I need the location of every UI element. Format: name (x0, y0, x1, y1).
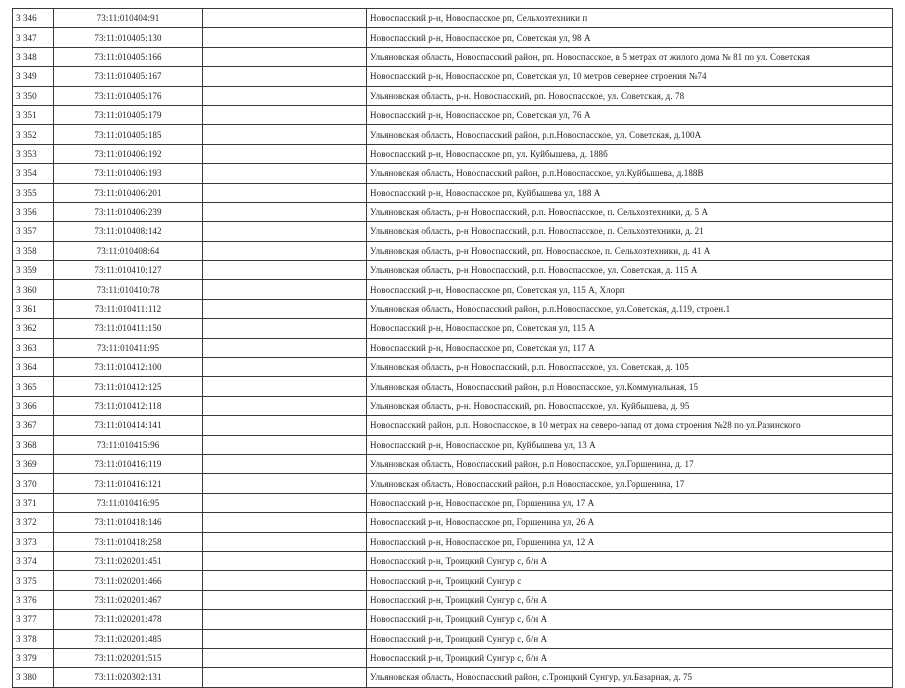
cadastral-number-cell: 73:11:020201:466 (54, 571, 203, 590)
cadastral-number-cell: 73:11:010415:96 (54, 435, 203, 454)
document-page (12, 8, 893, 688)
table-row (13, 648, 893, 667)
empty-cell (203, 435, 367, 454)
table-row (13, 28, 893, 47)
address-cell: Ульяновская область, р-н Новоспасский, р.п. Новоспасское, п. Сельхозтехники, д. 5 А (367, 202, 893, 221)
empty-cell (203, 144, 367, 163)
address-cell: Новоспасский р-н, Новоспасское рп, Советская ул, 115 А, Хлорп (367, 280, 893, 299)
address-cell: Ульяновская область, р-н Новоспасский, р.п. Новоспасское, п. Сельхозтехники, д. 21 (367, 222, 893, 241)
table-row (13, 629, 893, 648)
row-number-cell: 3 348 (13, 47, 54, 66)
table-row (13, 183, 893, 202)
table-row (13, 280, 893, 299)
empty-cell (203, 67, 367, 86)
cadastral-number-cell: 73:11:020201:485 (54, 629, 203, 648)
row-number-cell: 3 364 (13, 358, 54, 377)
cadastral-number-cell: 73:11:020302:131 (54, 668, 203, 687)
cadastral-number-cell: 73:11:010405:185 (54, 125, 203, 144)
table-row (13, 610, 893, 629)
empty-cell (203, 261, 367, 280)
row-number-cell: 3 365 (13, 377, 54, 396)
row-number-cell: 3 354 (13, 164, 54, 183)
row-number-cell: 3 361 (13, 299, 54, 318)
address-cell: Ульяновская область, Новоспасский район, р.п Новоспасское, ул.Горшенина, 17 (367, 474, 893, 493)
row-number-cell: 3 368 (13, 435, 54, 454)
empty-cell (203, 319, 367, 338)
empty-cell (203, 299, 367, 318)
table-row (13, 396, 893, 415)
cadastral-number-cell: 73:11:010410:78 (54, 280, 203, 299)
table-row (13, 668, 893, 687)
empty-cell (203, 416, 367, 435)
address-cell: Ульяновская область, Новоспасский район, р.п.Новоспасское, ул.Куйбышева, д.188В (367, 164, 893, 183)
address-cell: Новоспасский р-н, Троицкий Сунгур с, б/н А (367, 629, 893, 648)
cadastral-number-cell: 73:11:010412:125 (54, 377, 203, 396)
address-cell: Ульяновская область, Новоспасский район, рп. Новоспасское, в 5 метрах от жилого дома № 81 по ул. Советская (367, 47, 893, 66)
cadastral-number-cell: 73:11:010405:167 (54, 67, 203, 86)
empty-cell (203, 668, 367, 687)
property-registry-table (12, 8, 893, 688)
empty-cell (203, 9, 367, 28)
row-number-cell: 3 356 (13, 202, 54, 221)
address-cell: Ульяновская область, Новоспасский район, р.п Новоспасское, ул.Коммунальная, 15 (367, 377, 893, 396)
address-cell: Новоспасский р-н, Новоспасское рп, Советская ул, 76 А (367, 105, 893, 124)
empty-cell (203, 241, 367, 260)
empty-cell (203, 474, 367, 493)
table-row (13, 358, 893, 377)
empty-cell (203, 125, 367, 144)
table-row (13, 144, 893, 163)
address-cell: Ульяновская область, р-н. Новоспасский, рп. Новоспасское, ул. Куйбышева, д. 95 (367, 396, 893, 415)
cadastral-number-cell: 73:11:010410:127 (54, 261, 203, 280)
cadastral-number-cell: 73:11:010416:95 (54, 493, 203, 512)
empty-cell (203, 358, 367, 377)
address-cell: Новоспасский р-н, Новоспасское рп, Горшенина ул, 12 А (367, 532, 893, 551)
table-row (13, 338, 893, 357)
row-number-cell: 3 359 (13, 261, 54, 280)
cadastral-number-cell: 73:11:010406:239 (54, 202, 203, 221)
row-number-cell: 3 372 (13, 513, 54, 532)
row-number-cell: 3 353 (13, 144, 54, 163)
cadastral-number-cell: 73:11:010404:91 (54, 9, 203, 28)
empty-cell (203, 610, 367, 629)
table-row (13, 513, 893, 532)
table-row (13, 261, 893, 280)
empty-cell (203, 377, 367, 396)
cadastral-number-cell: 73:11:010406:192 (54, 144, 203, 163)
cadastral-number-cell: 73:11:010418:258 (54, 532, 203, 551)
table-row (13, 493, 893, 512)
address-cell: Новоспасский р-н, Новоспасское рп, Горшенина ул, 26 А (367, 513, 893, 532)
address-cell: Новоспасский р-н, Троицкий Сунгур с, б/н А (367, 551, 893, 570)
cadastral-number-cell: 73:11:010416:119 (54, 454, 203, 473)
cadastral-number-cell: 73:11:010418:146 (54, 513, 203, 532)
empty-cell (203, 590, 367, 609)
row-number-cell: 3 367 (13, 416, 54, 435)
address-cell: Новоспасский р-н, Троицкий Сунгур с, б/н А (367, 610, 893, 629)
row-number-cell: 3 378 (13, 629, 54, 648)
row-number-cell: 3 369 (13, 454, 54, 473)
empty-cell (203, 629, 367, 648)
cadastral-number-cell: 73:11:010416:121 (54, 474, 203, 493)
address-cell: Ульяновская область, Новоспасский район, р.п.Новоспасское, ул. Советская, д.100А (367, 125, 893, 144)
table-row (13, 86, 893, 105)
cadastral-number-cell: 73:11:010412:100 (54, 358, 203, 377)
table-row (13, 532, 893, 551)
registry-table-body (13, 9, 893, 688)
table-row (13, 125, 893, 144)
table-row (13, 551, 893, 570)
row-number-cell: 3 358 (13, 241, 54, 260)
cadastral-number-cell: 73:11:010411:95 (54, 338, 203, 357)
table-row (13, 105, 893, 124)
empty-cell (203, 183, 367, 202)
cadastral-number-cell: 73:11:020201:478 (54, 610, 203, 629)
address-cell: Новоспасский р-н, Новоспасское рп, Сельхозтехники п (367, 9, 893, 28)
empty-cell (203, 493, 367, 512)
row-number-cell: 3 360 (13, 280, 54, 299)
row-number-cell: 3 352 (13, 125, 54, 144)
row-number-cell: 3 346 (13, 9, 54, 28)
table-row (13, 47, 893, 66)
row-number-cell: 3 370 (13, 474, 54, 493)
address-cell: Новоспасский р-н, Новоспасское рп, Куйбышева ул, 188 А (367, 183, 893, 202)
address-cell: Ульяновская область, р-н Новоспасский, рп. Новоспасское, п. Сельхозтехники, д. 41 А (367, 241, 893, 260)
empty-cell (203, 338, 367, 357)
cadastral-number-cell: 73:11:010405:166 (54, 47, 203, 66)
address-cell: Новоспасский р-н, Новоспасское рп, Советская ул, 117 А (367, 338, 893, 357)
table-row (13, 416, 893, 435)
row-number-cell: 3 379 (13, 648, 54, 667)
row-number-cell: 3 374 (13, 551, 54, 570)
cadastral-number-cell: 73:11:010406:193 (54, 164, 203, 183)
row-number-cell: 3 350 (13, 86, 54, 105)
table-row (13, 454, 893, 473)
table-row (13, 435, 893, 454)
cadastral-number-cell: 73:11:010405:176 (54, 86, 203, 105)
address-cell: Ульяновская область, р-н. Новоспасский, рп. Новоспасское, ул. Советская, д. 78 (367, 86, 893, 105)
table-row (13, 377, 893, 396)
empty-cell (203, 532, 367, 551)
address-cell: Ульяновская область, Новоспасский район, с.Троицкий Сунгур, ул.Базарная, д. 75 (367, 668, 893, 687)
empty-cell (203, 513, 367, 532)
row-number-cell: 3 347 (13, 28, 54, 47)
empty-cell (203, 571, 367, 590)
empty-cell (203, 28, 367, 47)
table-row (13, 590, 893, 609)
address-cell: Новоспасский район, р.п. Новоспасское, в 10 метрах на северо-запад от дома строения №28 по ул.Разинского (367, 416, 893, 435)
cadastral-number-cell: 73:11:010408:142 (54, 222, 203, 241)
cadastral-number-cell: 73:11:010406:201 (54, 183, 203, 202)
table-row (13, 164, 893, 183)
row-number-cell: 3 366 (13, 396, 54, 415)
empty-cell (203, 86, 367, 105)
row-number-cell: 3 363 (13, 338, 54, 357)
row-number-cell: 3 362 (13, 319, 54, 338)
empty-cell (203, 454, 367, 473)
address-cell: Новоспасский р-н, Троицкий Сунгур с, б/н А (367, 590, 893, 609)
address-cell: Ульяновская область, Новоспасский район, р.п.Новоспасское, ул.Советская, д.119, строен.1 (367, 299, 893, 318)
address-cell: Новоспасский р-н, Новоспасское рп, ул. Куйбышева, д. 188б (367, 144, 893, 163)
table-row (13, 299, 893, 318)
cadastral-number-cell: 73:11:020201:515 (54, 648, 203, 667)
cadastral-number-cell: 73:11:010412:118 (54, 396, 203, 415)
empty-cell (203, 280, 367, 299)
empty-cell (203, 164, 367, 183)
row-number-cell: 3 351 (13, 105, 54, 124)
table-row (13, 222, 893, 241)
empty-cell (203, 648, 367, 667)
empty-cell (203, 551, 367, 570)
row-number-cell: 3 371 (13, 493, 54, 512)
table-row (13, 202, 893, 221)
cadastral-number-cell: 73:11:010411:150 (54, 319, 203, 338)
address-cell: Новоспасский р-н, Новоспасское рп, Советская ул, 10 метров севернее строения №74 (367, 67, 893, 86)
table-row (13, 67, 893, 86)
row-number-cell: 3 349 (13, 67, 54, 86)
address-cell: Новоспасский р-н, Новоспасское рп, Горшенина ул, 17 А (367, 493, 893, 512)
address-cell: Ульяновская область, Новоспасский район, р.п Новоспасское, ул.Горшенина, д. 17 (367, 454, 893, 473)
cadastral-number-cell: 73:11:020201:467 (54, 590, 203, 609)
table-row (13, 571, 893, 590)
address-cell: Новоспасский р-н, Новоспасское рп, Куйбышева ул, 13 А (367, 435, 893, 454)
cadastral-number-cell: 73:11:010411:112 (54, 299, 203, 318)
row-number-cell: 3 376 (13, 590, 54, 609)
address-cell: Ульяновская область, р-н Новоспасский, р.п. Новоспасское, ул. Советская, д. 115 А (367, 261, 893, 280)
address-cell: Новоспасский р-н, Новоспасское рп, Советская ул, 115 А (367, 319, 893, 338)
row-number-cell: 3 357 (13, 222, 54, 241)
cadastral-number-cell: 73:11:010405:179 (54, 105, 203, 124)
table-row (13, 241, 893, 260)
address-cell: Ульяновская область, р-н Новоспасский, р.п. Новоспасское, ул. Советская, д. 105 (367, 358, 893, 377)
table-row (13, 9, 893, 28)
row-number-cell: 3 377 (13, 610, 54, 629)
empty-cell (203, 396, 367, 415)
cadastral-number-cell: 73:11:010414:141 (54, 416, 203, 435)
empty-cell (203, 47, 367, 66)
address-cell: Новоспасский р-н, Новоспасское рп, Советская ул, 98 А (367, 28, 893, 47)
empty-cell (203, 222, 367, 241)
cadastral-number-cell: 73:11:010405:130 (54, 28, 203, 47)
address-cell: Новоспасский р-н, Троицкий Сунгур с (367, 571, 893, 590)
address-cell: Новоспасский р-н, Троицкий Сунгур с, б/н А (367, 648, 893, 667)
row-number-cell: 3 355 (13, 183, 54, 202)
table-row (13, 319, 893, 338)
row-number-cell: 3 380 (13, 668, 54, 687)
cadastral-number-cell: 73:11:020201:451 (54, 551, 203, 570)
row-number-cell: 3 373 (13, 532, 54, 551)
cadastral-number-cell: 73:11:010408:64 (54, 241, 203, 260)
row-number-cell: 3 375 (13, 571, 54, 590)
empty-cell (203, 202, 367, 221)
table-row (13, 474, 893, 493)
empty-cell (203, 105, 367, 124)
